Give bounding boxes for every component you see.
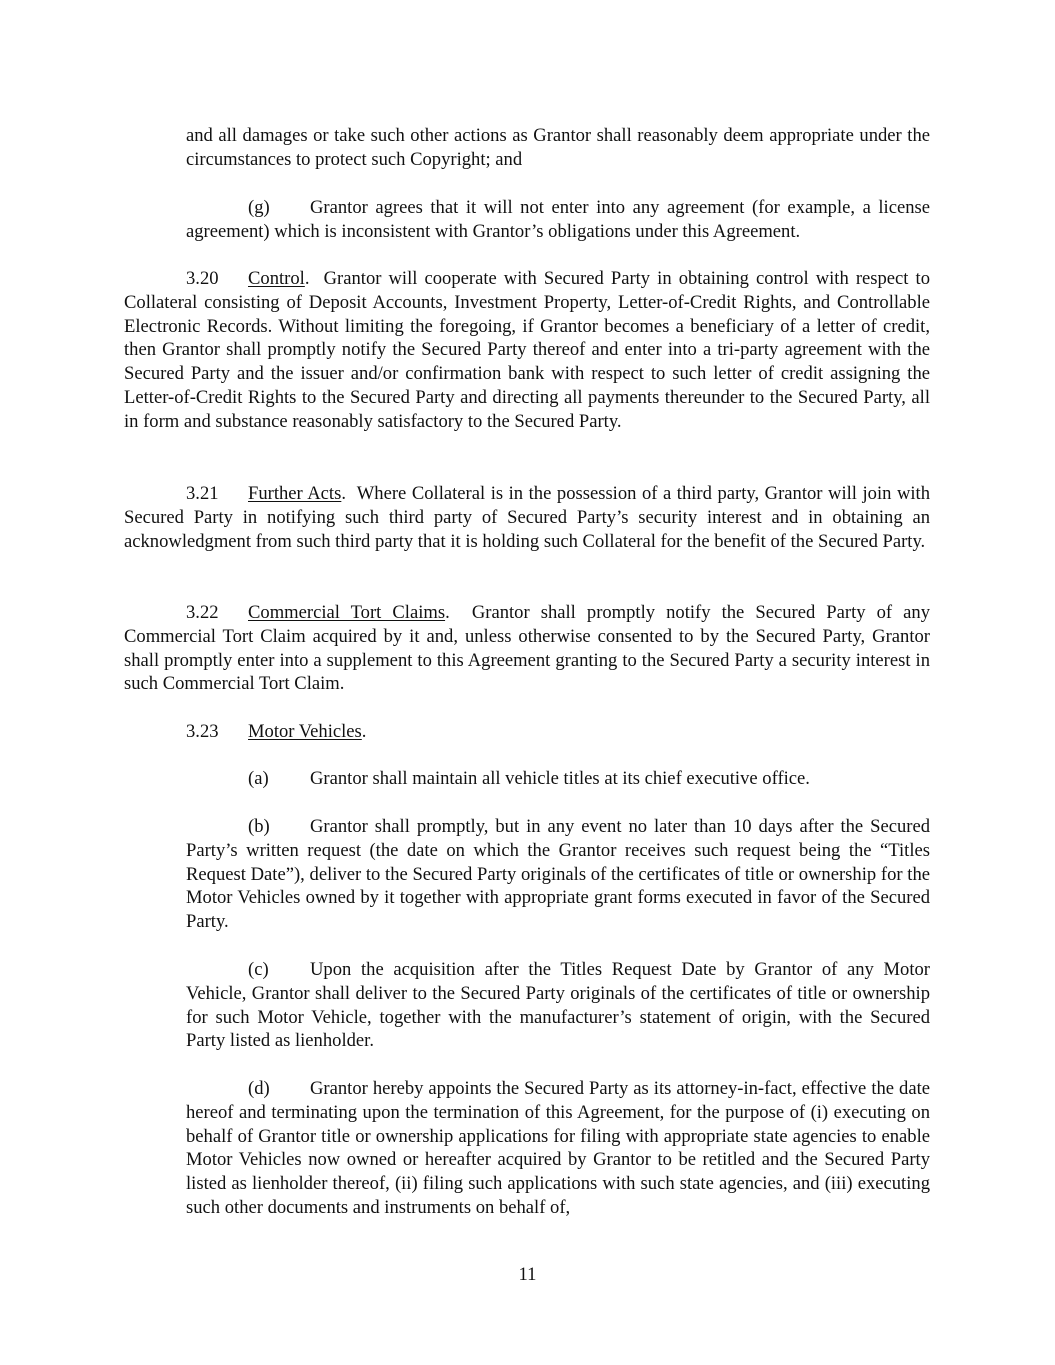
item-a-paragraph [186,767,930,791]
item-a-label: (a) [248,768,269,789]
item-g-text: Grantor agrees that it will not enter into any agreement (for example, a license agreement) which is inconsistent with Grantor’s obligations under this Agreement. [186,197,930,242]
page-number: 11 [518,1264,537,1285]
section-3-22: 3.22 Commercial Tort Claims. Grantor shall promptly notify the Secured Party of any Commercial Tort Claim acquired by it and, unless otherwise consented to by the Secured Party, Grantor shall promptly enter into a supplement to this Agreement granting to the Secured Party a security interest in such Commercial Tort Claim. [124,602,930,695]
section-number: 3.20 [186,268,219,289]
section-number: 3.22 [186,602,219,623]
continuation-paragraph [186,124,930,172]
section-title: Motor Vehicles [248,721,362,742]
item-a-text: Grantor shall maintain all vehicle titles at its chief executive office. [310,768,810,789]
section-number: 3.21 [186,483,219,504]
item-b-label: (b) [248,816,270,837]
item-c-label: (c) [248,959,269,980]
item-g-paragraph [186,196,930,244]
section-3-23-heading: 3.23 Motor Vehicles. [186,721,367,742]
item-d-paragraph [186,1077,930,1220]
section-text: Grantor will cooperate with Secured Party in obtaining control with respect to Collateral consisting of Deposit Accounts, Investment Property, Letter-of-Credit Rights, and Controllable Electronic Records. Without limiting the foregoing, if Grantor becomes a beneficiary of a letter of credit, then Grantor shall promptly notify the Secured Party thereof and enter into a tri-party agreement with the Secured Party and the issuer and/or confirmation bank with respect to such letter of credit assigning the Letter-of-Credit Rights to the Secured Party and directing all payments thereunder to the Secured Party, all in form and substance reasonably satisfactory to the Secured Party. [124,268,930,432]
section-number: 3.23 [186,721,219,742]
continuation-text: and all damages or take such other actions as Grantor shall reasonably deem appropriate under the circumstances to protect such Copyright; and [186,125,930,170]
item-d-label: (d) [248,1078,270,1099]
section-title: Control [248,268,305,289]
section-title: Further Acts [248,483,342,504]
item-c-text: Upon the acquisition after the Titles Request Date by Grantor of any Motor Vehicle, Grantor shall deliver to the Secured Party originals of the certificates of title or ownership for such Motor Vehicle, together with the manufacturer’s statement of origin, with the Secured Party listed as lienholder. [186,959,930,1052]
section-text: Where Collateral is in the possession of a third party, Grantor will join with Secured Party in notifying such third party of Secured Party’s security interest and in obtaining an acknowledgment from such third party that it is holding such Collateral for the benefit of the Secured Party. [124,483,931,552]
item-c-paragraph [186,958,930,1053]
section-title: Commercial Tort Claims [248,602,446,623]
item-g-label: (g) [248,197,270,218]
section-3-21: 3.21 Further Acts. Where Collateral is in the possession of a third party, Grantor will join with Secured Party in notifying such third party of Secured Party’s security interest and in obtaining an acknowledgment from such third party that it is holding such Collateral for the benefit of the Secured Party. [124,483,931,552]
section-text: Grantor shall promptly notify the Secured Party of any Commercial Tort Claim acquired by it and, unless otherwise consented to by the Secured Party, Grantor shall promptly enter into a supplement to this Agreement granting to the Secured Party a security interest in such Commercial Tort Claim. [124,602,930,695]
item-d-text: Grantor hereby appoints the Secured Party as its attorney-in-fact, effective the date hereof and terminating upon the termination of this Agreement, for the purpose of (i) executing on behalf of Grantor title or ownership applications for filing with appropriate state agencies to enable Motor Vehicles now owned or hereafter acquired by Grantor to be retitled and the Secured Party listed as lienholder thereof, (ii) filing such applications with such state agencies, and (iii) executing such other documents and instruments on behalf of, [186,1078,930,1218]
item-b-text: Grantor shall promptly, but in any event no later than 10 days after the Secured Party’s written request (the date on which the Grantor receives such request being the “Titles Request Date”), deliver to the Secured Party originals of the certificates of title or ownership for the Motor Vehicles owned by it together with appropriate grant forms executed in favor of the Secured Party. [186,816,930,933]
section-3-20: 3.20 Control. Grantor will cooperate with Secured Party in obtaining control with respect to Collateral consisting of Deposit Accounts, Investment Property, Letter-of-Credit Rights, and Controllable Electronic Records. Without limiting the foregoing, if Grantor becomes a beneficiary of a letter of credit, then Grantor shall promptly notify the Secured Party thereof and enter into a tri-party agreement with the Secured Party and the issuer and/or confirmation bank with respect to such letter of credit assigning the Letter-of-Credit Rights to the Secured Party and directing all payments thereunder to the Secured Party, all in form and substance reasonably satisfactory to the Secured Party. [124,268,930,432]
item-b-paragraph [186,815,930,934]
